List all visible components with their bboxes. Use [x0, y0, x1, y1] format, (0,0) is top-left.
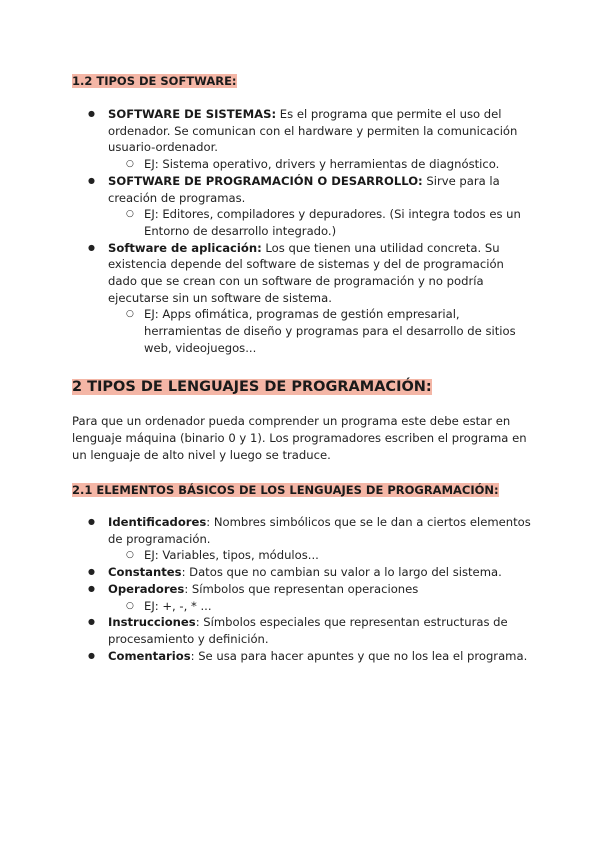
item-text: : Datos que no cambian su valor a lo largo del sistema. [181, 565, 502, 580]
term: Software de aplicación: [108, 240, 262, 255]
term: Instrucciones [108, 615, 196, 630]
item-text: : Símbolos que representan operaciones [184, 581, 419, 596]
sub-list-item: ○ EJ: Variables, tipos, módulos... [108, 547, 532, 564]
list-item [72, 173, 532, 240]
sub-list-item: ○ EJ: Editores, compiladores y depuradores. (Si integra todos es un Entorno de desarrollo integrado.) [108, 206, 532, 239]
item-text: : Se usa para hacer apuntes y que no los lea el programa. [190, 648, 528, 663]
intro-paragraph: Para que un ordenador pueda comprender un programa este debe estar en lenguaje máquina (binario 0 y 1). Los programadores escriben el programa en un lenguaje de alto nivel y luego se traduce. [72, 414, 527, 462]
section-heading-2-1: 2.1 ELEMENTOS BÁSICOS DE LOS LENGUAJES DE PROGRAMACIÓN: [72, 483, 499, 497]
list-item [72, 106, 532, 173]
term: SOFTWARE DE SISTEMAS: [108, 107, 277, 121]
term: SOFTWARE DE PROGRAMACIÓN O DESARROLLO: [108, 173, 423, 188]
list-item [72, 648, 532, 665]
sub-list-item: ○ EJ: Sistema operativo, drivers y herramientas de diagnóstico. [108, 156, 532, 173]
section-heading-2: 2 TIPOS DE LENGUAJES DE PROGRAMACIÓN: [72, 379, 432, 395]
term: Identificadores [108, 515, 207, 529]
list-item [72, 514, 532, 564]
item-text: : Símbolos especiales que representan estructuras de procesamiento y definición. [108, 615, 508, 646]
term: Comentarios [108, 648, 191, 663]
list-item [72, 564, 532, 581]
sub-list-item: ○ EJ: Apps ofimática, programas de gestión empresarial, herramientas de diseño y programas para el desarrollo de sitios web, videojuegos... [108, 306, 532, 356]
software-types-list [72, 106, 532, 357]
list-item [72, 240, 532, 357]
item-text: : Nombres simbólicos que se le dan a ciertos elementos de programación. [108, 515, 531, 546]
sub-list-item: ○ EJ: +, -, * ... [108, 598, 532, 615]
list-item [72, 581, 532, 614]
section-heading-1-2: 1.2 TIPOS DE SOFTWARE: [72, 74, 237, 88]
item-text: Los que tienen una utilidad concreta. Su existencia depende del software de sistemas y del de programación dado que se crean con un software de programación y no podría ejecutarse sin un software de sistema. [108, 240, 504, 305]
term: Operadores [108, 581, 185, 596]
item-text: Es el programa que permite el uso del ordenador. Se comunican con el hardware y permiten la comunicación usuario-ordenador. [108, 107, 518, 155]
item-text: Sirve para la creación de programas. [108, 173, 500, 205]
term: Constantes [108, 565, 182, 580]
language-elements-list [72, 514, 532, 664]
list-item [72, 614, 532, 647]
